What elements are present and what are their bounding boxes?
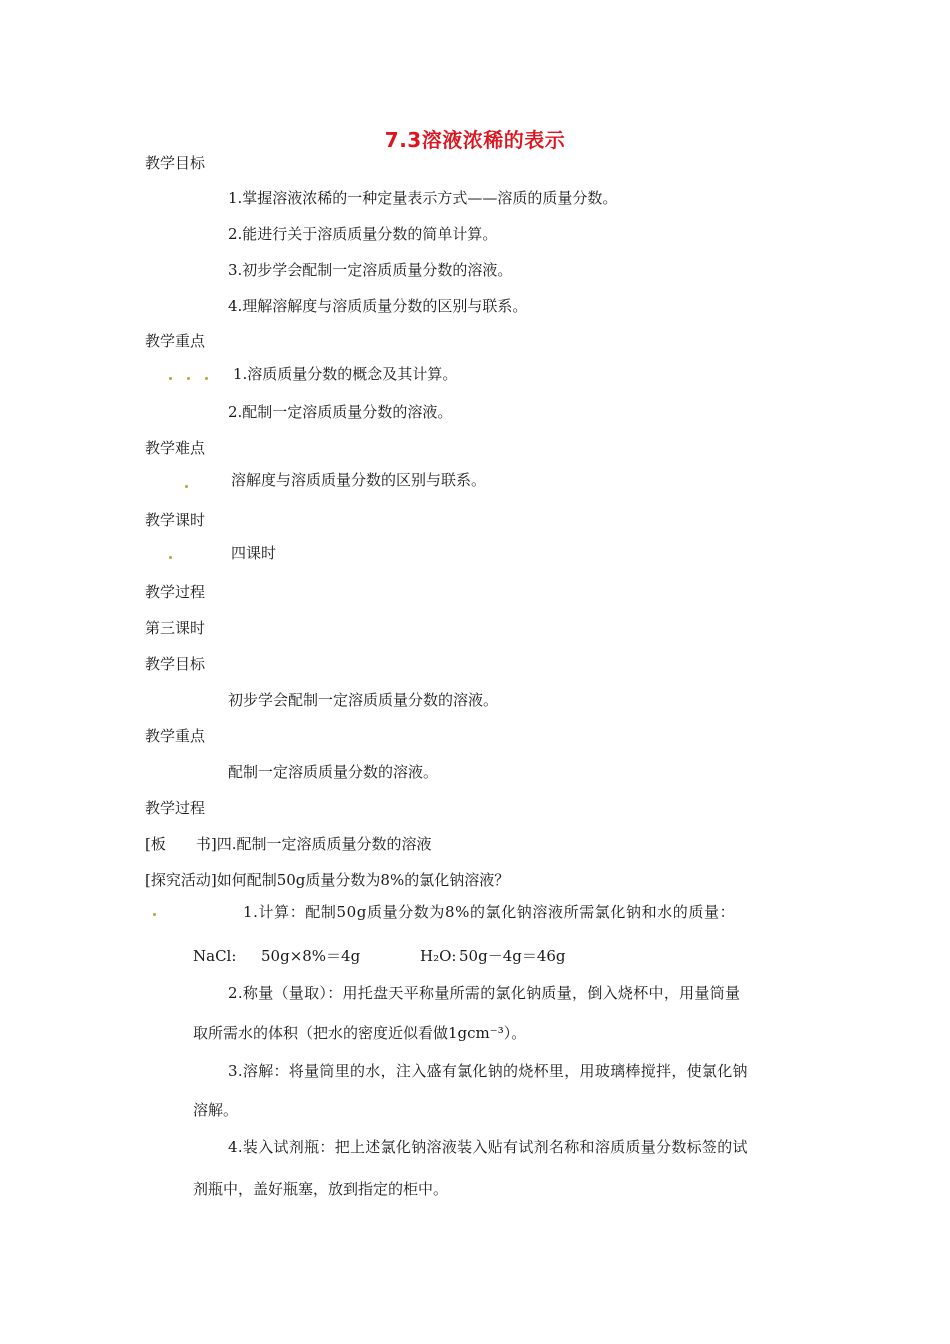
board-label: [板 书]四.配制一定溶质质量分数的溶液	[145, 835, 432, 853]
objectives2-heading: 教学目标	[145, 655, 206, 673]
difficulty-heading: 教学难点	[145, 439, 206, 457]
step-4-line-1: 4.装入试剂瓶：把上述氯化钠溶液装入贴有试剂名称和溶质质量分数标签的试	[228, 1138, 748, 1156]
key-points-heading: 教学重点	[145, 332, 206, 350]
decoration-dot	[153, 913, 156, 916]
key-point-item: 1.溶质质量分数的概念及其计算。	[233, 365, 458, 383]
step-1: 1.计算：配制50g质量分数为8%的氯化钠溶液所需氯化钠和水的质量：	[243, 903, 736, 921]
nacl-calc: 50g×8%＝4g	[261, 947, 361, 965]
step-4-line-2: 剂瓶中，盖好瓶塞，放到指定的柜中。	[193, 1180, 449, 1198]
objective-item: 4.理解溶解度与溶质质量分数的区别与联系。	[228, 297, 528, 315]
document-title: 7.3溶液浓稀的表示	[384, 128, 566, 152]
objectives2-text: 初步学会配制一定溶质质量分数的溶液。	[228, 691, 499, 709]
h2o-label: H₂O:	[420, 947, 457, 965]
hours-text: 四课时	[231, 544, 277, 562]
process-heading: 教学过程	[145, 583, 206, 601]
objectives-heading: 教学目标	[145, 154, 206, 172]
nacl-label: NaCl:	[193, 947, 237, 965]
step-2-line-1: 2.称量（量取）：用托盘天平称量所需的氯化钠质量，倒入烧杯中，用量筒量	[228, 984, 741, 1002]
step-3-line-2: 溶解。	[193, 1101, 239, 1119]
decoration-dot	[187, 377, 190, 380]
objective-item: 1.掌握溶液浓稀的一种定量表示方式——溶质的质量分数。	[228, 189, 618, 207]
key-points2-heading: 教学重点	[145, 727, 206, 745]
activity-label: [探究活动]如何配制50g质量分数为8%的氯化钠溶液？	[145, 871, 510, 889]
third-lesson-label: 第三课时	[145, 619, 206, 637]
decoration-dot	[185, 485, 188, 488]
objective-item: 3.初步学会配制一定溶质质量分数的溶液。	[228, 261, 513, 279]
key-point-item: 2.配制一定溶质质量分数的溶液。	[228, 403, 453, 421]
process2-heading: 教学过程	[145, 799, 206, 817]
h2o-calc: 50g－4g＝46g	[459, 947, 566, 965]
hours-heading: 教学课时	[145, 511, 206, 529]
step-3-line-1: 3.溶解：将量筒里的水，注入盛有氯化钠的烧杯里，用玻璃棒搅拌，使氯化钠	[228, 1062, 748, 1080]
decoration-dot	[169, 556, 172, 559]
decoration-dot	[169, 377, 172, 380]
step-2-line-2: 取所需水的体积（把水的密度近似看做1gcm⁻³）。	[193, 1024, 527, 1042]
decoration-dot	[205, 377, 208, 380]
difficulty-text: 溶解度与溶质质量分数的区别与联系。	[231, 471, 487, 489]
key-points2-text: 配制一定溶质质量分数的溶液。	[228, 763, 439, 781]
objective-item: 2.能进行关于溶质质量分数的简单计算。	[228, 225, 498, 243]
